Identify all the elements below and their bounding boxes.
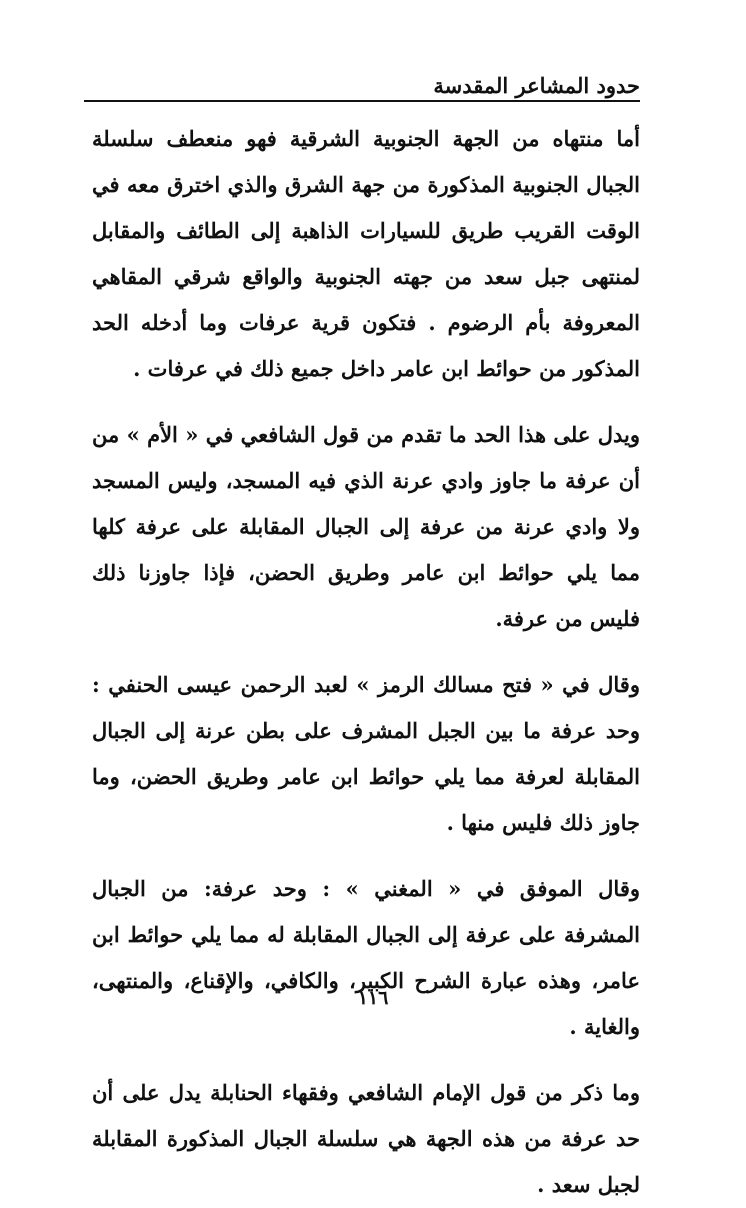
body-text <box>92 116 640 1208</box>
paragraph-5: وما ذكر من قول الإمام الشافعي وفقهاء الحنابلة يدل على أن حد عرفة من هذه الجهة هي سلسلة الجبال المذكورة المقابلة لجبل سعد . <box>92 1080 640 1197</box>
running-header-title: حدود المشاعر المقدسة <box>433 73 640 98</box>
header-rule <box>84 100 640 102</box>
page-number: ١١٦ <box>357 987 389 1009</box>
paragraph-3: وقال في « فتح مسالك الرمز » لعبد الرحمن عيسى الحنفي : وحد عرفة ما بين الجبل المشرف على بطن عرنة إلى الجبال المقابلة لعرفة مما يلي حوائط ابن عامر وطريق الحضن، وما جاوز ذلك فليس منها . <box>92 672 640 835</box>
paragraph-1: أما منتهاه من الجهة الجنوبية الشرقية فهو منعطف سلسلة الجبال الجنوبية المذكورة من جهة الشرق والذي اخترق معه في الوقت القريب طريق للسيارات الذاهبة إلى الطائف والمقابل لمنتهى جبل سعد من جهته الجنوبية والواقع شرقي المقاهي المعروفة بأم الرضوم . فتكون قرية عرفات وما أدخله الحد المذكور من حوائط ابن عامر داخل جميع ذلك في عرفات . <box>92 126 640 381</box>
paragraph-4: وقال الموفق في « المغني » : وحد عرفة: من الجبال المشرفة على عرفة إلى الجبال المقابلة له مما يلي حوائط ابن عامر، وهذه عبارة الشرح الكبير، والكافي، والإقناع، والمنتهى، والغاية . <box>92 876 640 1039</box>
paragraph-2: ويدل على هذا الحد ما تقدم من قول الشافعي في « الأم » من أن عرفة ما جاوز وادي عرنة الذي فيه المسجد، وليس المسجد ولا وادي عرنة من عرفة إلى الجبال المقابلة على عرفة كلها مما يلي حوائط ابن عامر وطريق الحضن، فإذا جاوزنا ذلك فليس من عرفة. <box>92 422 640 631</box>
